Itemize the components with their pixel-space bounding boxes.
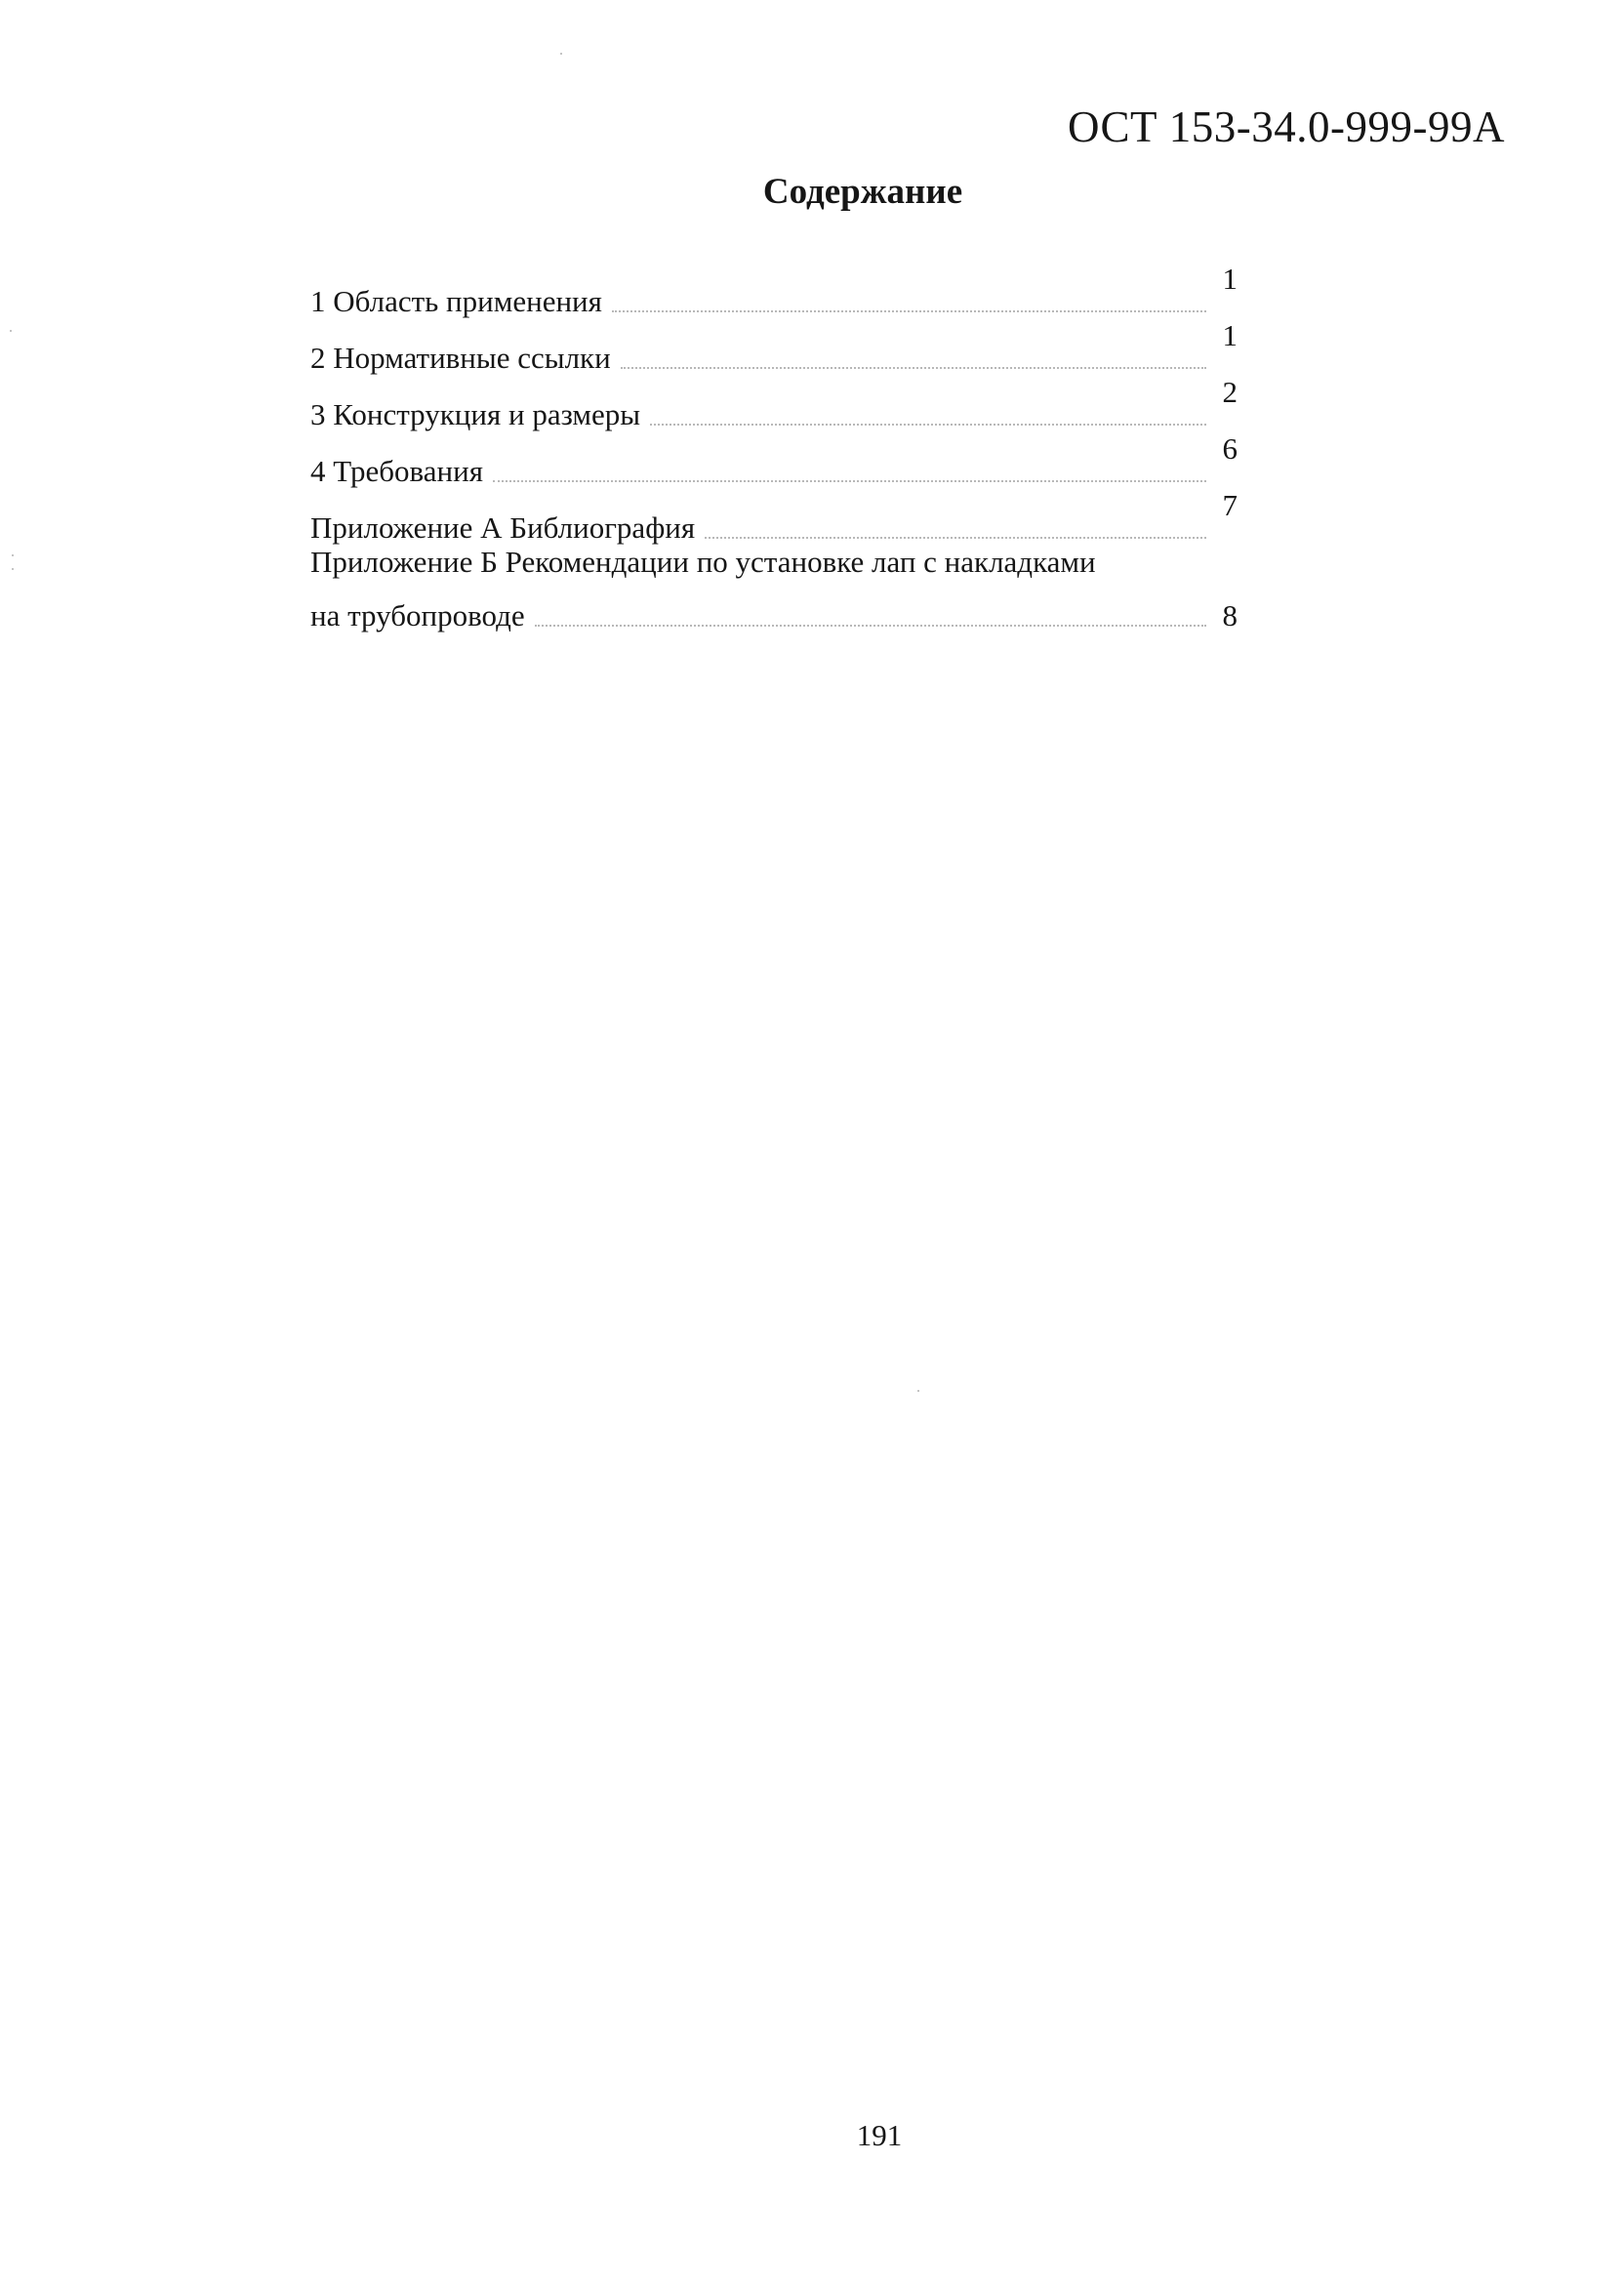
toc-item-label: 1 Область применения [310, 284, 602, 318]
toc-item-label: 3 Конструкция и размеры [310, 397, 641, 431]
scan-speck [10, 330, 12, 332]
toc-item[interactable] [310, 264, 1238, 320]
document-code: ОСТ 153-34.0-999-99А [1067, 102, 1505, 151]
scan-speck [12, 568, 14, 570]
page-number: 191 [856, 2118, 903, 2152]
toc-item-page: 2 [1222, 375, 1238, 409]
toc-item-page: 7 [1222, 488, 1238, 522]
toc-leader-dots [612, 310, 1206, 312]
toc-item-label-line1: Приложение Б Рекомендации по установке лап с накладками [310, 545, 1096, 579]
toc-item-label: 4 Требования [310, 454, 483, 488]
toc-item-label: 2 Нормативные ссылки [310, 341, 611, 375]
toc-item-page: 1 [1222, 318, 1238, 352]
toc-item-label-line2: на трубопроводе [310, 598, 525, 632]
toc-item[interactable] [310, 433, 1238, 490]
toc-leader-dots [705, 537, 1206, 539]
scan-speck [560, 53, 562, 55]
scan-speck [12, 554, 14, 556]
toc-item-label: Приложение А Библиография [310, 510, 696, 545]
toc-item-page: 1 [1222, 262, 1238, 296]
toc-leader-dots [493, 480, 1206, 482]
toc-leader-dots [621, 367, 1206, 369]
toc-item[interactable] [310, 377, 1238, 433]
toc-leader-dots [535, 625, 1206, 627]
scan-speck [917, 1390, 919, 1392]
toc-leader-dots [650, 424, 1206, 426]
toc-item[interactable] [310, 490, 1238, 547]
toc-item-page: 6 [1222, 431, 1238, 466]
toc-item[interactable] [310, 320, 1238, 377]
toc-item-page: 8 [1222, 598, 1238, 632]
table-of-contents [310, 264, 1238, 664]
toc-item[interactable] [310, 547, 1238, 664]
toc-title: Содержание [762, 172, 963, 212]
